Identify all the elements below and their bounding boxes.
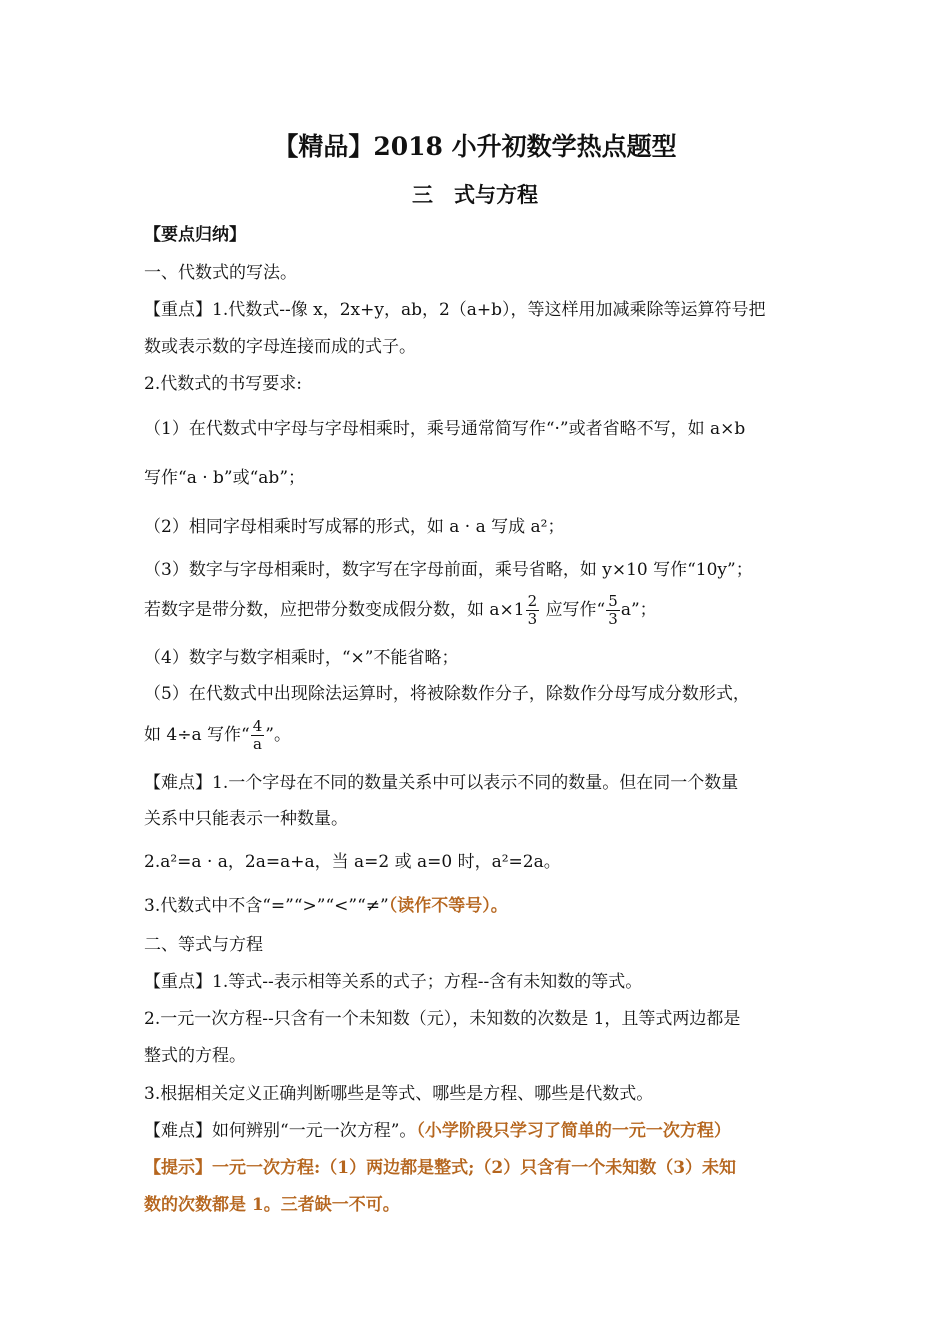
s2-difficulty-highlight: （小学阶段只学习了简单的一元一次方程） [416, 1121, 731, 1141]
s2-focus-1: 【重点】1.等式--表示相等关系的式子；方程--含有未知数的等式。 [144, 972, 643, 992]
s2-difficulty-text: 【难点】如何辨别“一元一次方程”。 [144, 1121, 417, 1141]
rule5-line2-prefix: 如 4÷a 写作“ [144, 725, 250, 745]
s2-focus-3: 3.根据相关定义正确判断哪些是等式、哪些是方程、哪些是代数式。 [144, 1084, 654, 1104]
fraction-numerator: 2 [527, 592, 538, 610]
rule3-line2-prefix: 若数字是带分数，应把带分数变成假分数，如 a×1 [144, 600, 525, 620]
rule5-line1: （5）在代数式中出现除法运算时，将被除数作分子，除数作分母写成分数形式， [144, 684, 750, 704]
rule1-line2: 写作“a · b”或“ab”； [144, 468, 306, 488]
rule3-line2-suffix: a”； [620, 600, 657, 620]
fraction-denominator: 3 [608, 610, 618, 628]
s1-difficulty-line1: 【难点】1.一个字母在不同的数量关系中可以表示不同的数量。但在同一个数量 [144, 773, 739, 793]
fraction-five-thirds [606, 593, 620, 628]
rule3-line2 [144, 593, 814, 628]
s1-difficulty-3 [144, 895, 814, 917]
s1-focus-line2: 数或表示数的字母连接而成的式子。 [144, 337, 416, 357]
rule1-line1: （1）在代数式中字母与字母相乘时，乘号通常简写作“·”或者省略不写，如 a×b [144, 419, 746, 439]
s2-focus-2-line1: 2.一元一次方程--只含有一个未知数（元），未知数的次数是 1，且等式两边都是 [144, 1009, 741, 1029]
section2-title: 二、等式与方程 [144, 935, 263, 955]
rule3-line2-middle: 应写作“ [545, 600, 606, 620]
key-points-heading: 【要点归纳】 [144, 225, 246, 245]
fraction-numerator: 5 [608, 592, 618, 610]
rule4: （4）数字与数字相乘时，“×”不能省略； [144, 648, 459, 668]
s1-difficulty-3-text: 3.代数式中不含“=”“>”“<”“≠” [144, 896, 389, 916]
fraction-numerator: 4 [252, 717, 263, 735]
rule5-line2-suffix: ”。 [265, 725, 291, 745]
fraction-four-over-a [251, 718, 265, 753]
s2-difficulty [144, 1120, 814, 1142]
s1-difficulty-line2: 关系中只能表示一种数量。 [144, 809, 348, 829]
s1-requirements-title: 2.代数式的书写要求: [144, 374, 302, 394]
s1-difficulty-2: 2.a²=a · a，2a=a+a，当 a=2 或 a=0 时，a²=2a。 [144, 852, 561, 872]
document-title: 【精品】2018 小升初数学热点题型 [273, 132, 677, 161]
tip-line1: 【提示】一元一次方程:（1）两边都是整式;（2）只含有一个未知数（3）未知 [144, 1158, 737, 1178]
section1-title: 一、代数式的写法。 [144, 263, 297, 283]
rule3-line1: （3）数字与字母相乘时，数字写在字母前面，乘号省略，如 y×10 写作“10y”； [144, 560, 753, 580]
fraction-two-thirds [526, 593, 540, 628]
rule5-line2 [144, 718, 814, 753]
fraction-denominator: 3 [527, 610, 538, 628]
s2-focus-2-line2: 整式的方程。 [144, 1046, 246, 1066]
rule2: （2）相同字母相乘时写成幂的形式，如 a · a 写成 a²； [144, 517, 565, 537]
s1-difficulty-3-highlight: （读作不等号）。 [388, 896, 508, 916]
tip-line2: 数的次数都是 1。三者缺一不可。 [144, 1195, 400, 1215]
fraction-denominator: a [253, 735, 262, 753]
document-subtitle: 三 式与方程 [412, 182, 538, 207]
s1-focus-line1: 【重点】1.代数式--像 x，2x+y，ab，2（a+b），等这样用加减乘除等运算符号把 [144, 300, 766, 320]
